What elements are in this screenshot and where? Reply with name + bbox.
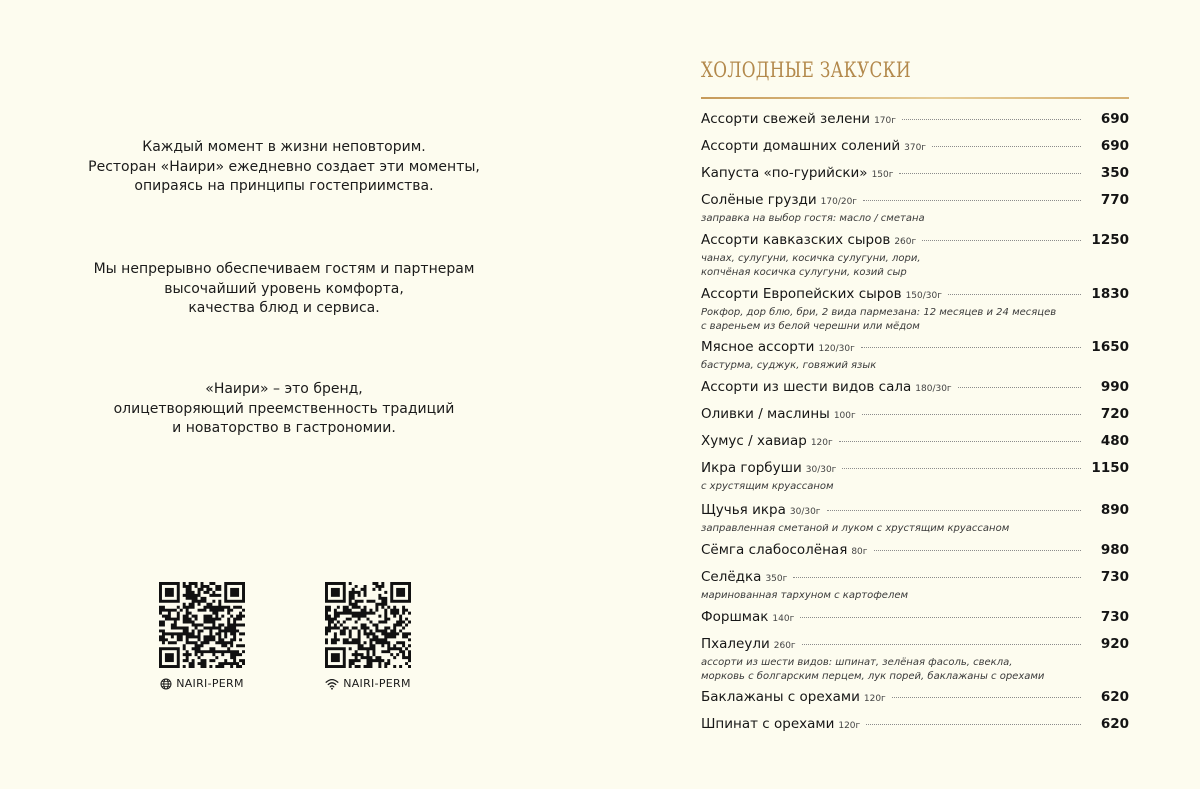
- menu-item-row: [701, 689, 1129, 709]
- menu-item: [701, 286, 1129, 333]
- wifi-qr-caption: [308, 677, 428, 690]
- menu-item-row: [701, 138, 1129, 158]
- menu-item-name: Форшмак: [701, 609, 769, 625]
- globe-icon: [160, 678, 172, 690]
- menu-item-weight: 350г: [765, 574, 788, 584]
- dotted-leader: [861, 347, 1081, 348]
- intro-line: Ресторан «Наири» ежедневно создает эти моменты,: [88, 158, 480, 175]
- menu-item-weight: 120г: [863, 694, 886, 704]
- menu-item-description: копчёная косичка сулугуни, козий сыр: [701, 266, 907, 278]
- menu-item-price: 720: [1100, 406, 1129, 422]
- dotted-leader: [892, 697, 1081, 698]
- menu-item: [701, 406, 1129, 426]
- dotted-leader: [948, 294, 1081, 295]
- intro-paragraph-3: [0, 380, 568, 439]
- dotted-leader: [958, 387, 1081, 388]
- menu-item-weight: 30/30г: [805, 465, 837, 475]
- menu-item-weight: 170г: [874, 116, 896, 126]
- menu-item-price: 690: [1100, 138, 1129, 154]
- menu-item: [701, 542, 1129, 562]
- wifi-qr-code[interactable]: [325, 582, 411, 668]
- gold-divider: [701, 97, 1129, 99]
- menu-item-name: Солёные грузди: [701, 192, 817, 208]
- menu-item: [701, 232, 1129, 279]
- menu-item-row: [701, 406, 1129, 426]
- menu-item: [701, 502, 1129, 536]
- menu-item-row: [701, 460, 1129, 480]
- menu-item-name: Ассорти Европейских сыров: [701, 286, 902, 302]
- menu-item-name: Селёдка: [701, 569, 762, 585]
- menu-item: [701, 433, 1129, 453]
- menu-item-weight: 120г: [810, 438, 833, 448]
- dotted-leader: [922, 240, 1081, 241]
- menu-item-weight: 180/30г: [915, 384, 952, 394]
- menu-item-weight: 80г: [851, 547, 868, 557]
- menu-item-row: [701, 165, 1129, 185]
- menu-page: [701, 0, 1129, 789]
- wifi-qr-block[interactable]: [308, 582, 428, 690]
- dotted-leader: [902, 119, 1081, 120]
- menu-item-price: 770: [1100, 192, 1129, 208]
- menu-item-name: Баклажаны с орехами: [701, 689, 860, 705]
- website-qr-block[interactable]: [142, 582, 262, 690]
- menu-item-weight: 150г: [871, 170, 894, 180]
- menu-item-description: с хрустящим круассаном: [701, 481, 834, 492]
- menu-item: [701, 379, 1129, 399]
- menu-item-price: 620: [1100, 716, 1129, 732]
- menu-item-price: 730: [1100, 569, 1129, 585]
- dotted-leader: [899, 173, 1081, 174]
- menu-item-price: 1150: [1091, 460, 1129, 476]
- menu-item-row: [701, 286, 1129, 306]
- intro-line: олицетворяющий преемственность традиций: [113, 400, 455, 417]
- menu-item-name: Пхалеули: [701, 636, 770, 652]
- menu-item-row: [701, 502, 1129, 522]
- menu-item-price: 1250: [1091, 232, 1129, 248]
- menu-item: [701, 339, 1129, 373]
- dotted-leader: [863, 200, 1081, 201]
- wifi-qr-label: NAIRI-PERM: [343, 677, 411, 690]
- section-title: ХОЛОДНЫЕ ЗАКУСКИ: [701, 58, 911, 82]
- menu-item-price: 1650: [1091, 339, 1129, 355]
- menu-item-weight: 140г: [772, 614, 795, 624]
- wifi-icon: [325, 678, 339, 690]
- menu-item-description: маринованная тархуном с картофелем: [701, 590, 909, 601]
- menu-item-description: бастурма, суджук, говяжий язык: [701, 360, 877, 371]
- intro-page: [0, 0, 568, 789]
- menu-item-description: заправка на выбор гостя: масло / сметана: [701, 213, 925, 224]
- menu-item-price: 350: [1100, 165, 1129, 181]
- menu-item-price: 690: [1100, 111, 1129, 127]
- menu-item-name: Оливки / маслины: [701, 406, 830, 422]
- dotted-leader: [866, 724, 1081, 725]
- menu-item-weight: 150/30г: [905, 291, 942, 301]
- menu-item-price: 620: [1100, 689, 1129, 705]
- website-qr-caption: [142, 677, 262, 690]
- menu-item-description: морковь с болгарским перцем, лук порей, баклажаны с орехами: [701, 670, 1045, 682]
- menu-item-weight: 120г: [838, 721, 861, 731]
- intro-paragraph-2: [0, 260, 568, 319]
- intro-line: качества блюд и сервиса.: [188, 300, 380, 316]
- dotted-leader: [874, 550, 1081, 551]
- menu-item-price: 990: [1100, 379, 1129, 395]
- menu-item-price: 730: [1100, 609, 1129, 625]
- website-qr-code[interactable]: [159, 582, 245, 668]
- menu-item-row: [701, 609, 1129, 629]
- menu-item-row: [701, 111, 1129, 131]
- dotted-leader: [800, 617, 1081, 618]
- dotted-leader: [932, 146, 1081, 147]
- menu-item-description: Рокфор, дор блю, бри, 2 вида пармезана: 12 месяцев и 24 месяцев: [701, 307, 1057, 318]
- menu-item-weight: 370г: [904, 143, 927, 153]
- menu-item: [701, 111, 1129, 131]
- menu-item-description: заправленная сметаной и луком с хрустящим круассаном: [701, 523, 1010, 534]
- menu-item-row: [701, 569, 1129, 589]
- menu-item: [701, 609, 1129, 629]
- menu-item-name: Хумус / хавиар: [701, 433, 807, 449]
- menu-item-price: 980: [1100, 542, 1129, 558]
- menu-item-name: Щучья икра: [701, 502, 786, 518]
- dotted-leader: [793, 577, 1081, 578]
- menu-item-price: 1830: [1091, 286, 1129, 302]
- menu-item: [701, 689, 1129, 709]
- intro-paragraph-1: [0, 138, 568, 197]
- menu-item-name: Икра горбуши: [701, 460, 802, 476]
- menu-item: [701, 716, 1129, 736]
- menu-item-row: [701, 192, 1129, 212]
- menu-item-name: Мясное ассорти: [701, 339, 815, 355]
- menu-item: [701, 569, 1129, 603]
- dotted-leader: [839, 441, 1081, 442]
- menu-item-weight: 30/30г: [789, 507, 821, 517]
- menu-item-weight: 170/20г: [820, 197, 858, 207]
- menu-item-name: Ассорти из шести видов сала: [701, 379, 912, 395]
- intro-line: и новаторство в гастрономии.: [172, 420, 396, 436]
- menu-item-name: Сёмга слабосолёная: [701, 542, 848, 558]
- intro-line: Каждый момент в жизни неповторим.: [142, 139, 426, 155]
- menu-item: [701, 165, 1129, 185]
- menu-item-weight: 260г: [773, 641, 796, 651]
- menu-item-price: 480: [1100, 433, 1129, 449]
- menu-item-row: [701, 636, 1129, 656]
- menu-item-row: [701, 339, 1129, 359]
- menu-item-description: ассорти из шести видов: шпинат, зелёная фасоль, свекла,: [701, 657, 1013, 668]
- menu-item-row: [701, 542, 1129, 562]
- menu-item: [701, 636, 1129, 683]
- menu-item: [701, 460, 1129, 494]
- menu-item-name: Шпинат с орехами: [701, 716, 835, 732]
- intro-line: Мы непрерывно обеспечиваем гостям и партнерам: [93, 261, 475, 277]
- intro-line: опираясь на принципы гостеприимства.: [134, 178, 434, 194]
- dotted-leader: [842, 468, 1081, 469]
- menu-item-weight: 260г: [894, 237, 917, 247]
- menu-item: [701, 138, 1129, 158]
- intro-line: высочайший уровень комфорта,: [164, 280, 404, 297]
- menu-item: [701, 192, 1129, 226]
- intro-line: «Наири» – это бренд,: [205, 381, 363, 397]
- menu-item-weight: 120/30г: [818, 344, 855, 354]
- dotted-leader: [827, 510, 1081, 511]
- menu-item-row: [701, 379, 1129, 399]
- menu-item-name: Ассорти домашних солений: [701, 138, 901, 154]
- menu-item-weight: 100г: [833, 411, 856, 421]
- menu-item-price: 920: [1100, 636, 1129, 652]
- menu-item-description: чанах, сулугуни, косичка сулугуни, лори,: [701, 253, 921, 264]
- menu-item-row: [701, 716, 1129, 736]
- dotted-leader: [862, 414, 1081, 415]
- menu-item-row: [701, 232, 1129, 252]
- menu-item-name: Ассорти свежей зелени: [701, 111, 871, 127]
- menu-item-row: [701, 433, 1129, 453]
- menu-item-price: 890: [1100, 502, 1129, 518]
- website-qr-label: NAIRI-PERM: [176, 677, 244, 690]
- menu-item-name: Капуста «по-гурийски»: [701, 165, 868, 181]
- menu-item-description: с вареньем из белой черешни или мёдом: [701, 320, 920, 332]
- dotted-leader: [802, 644, 1081, 645]
- menu-item-name: Ассорти кавказских сыров: [701, 232, 891, 248]
